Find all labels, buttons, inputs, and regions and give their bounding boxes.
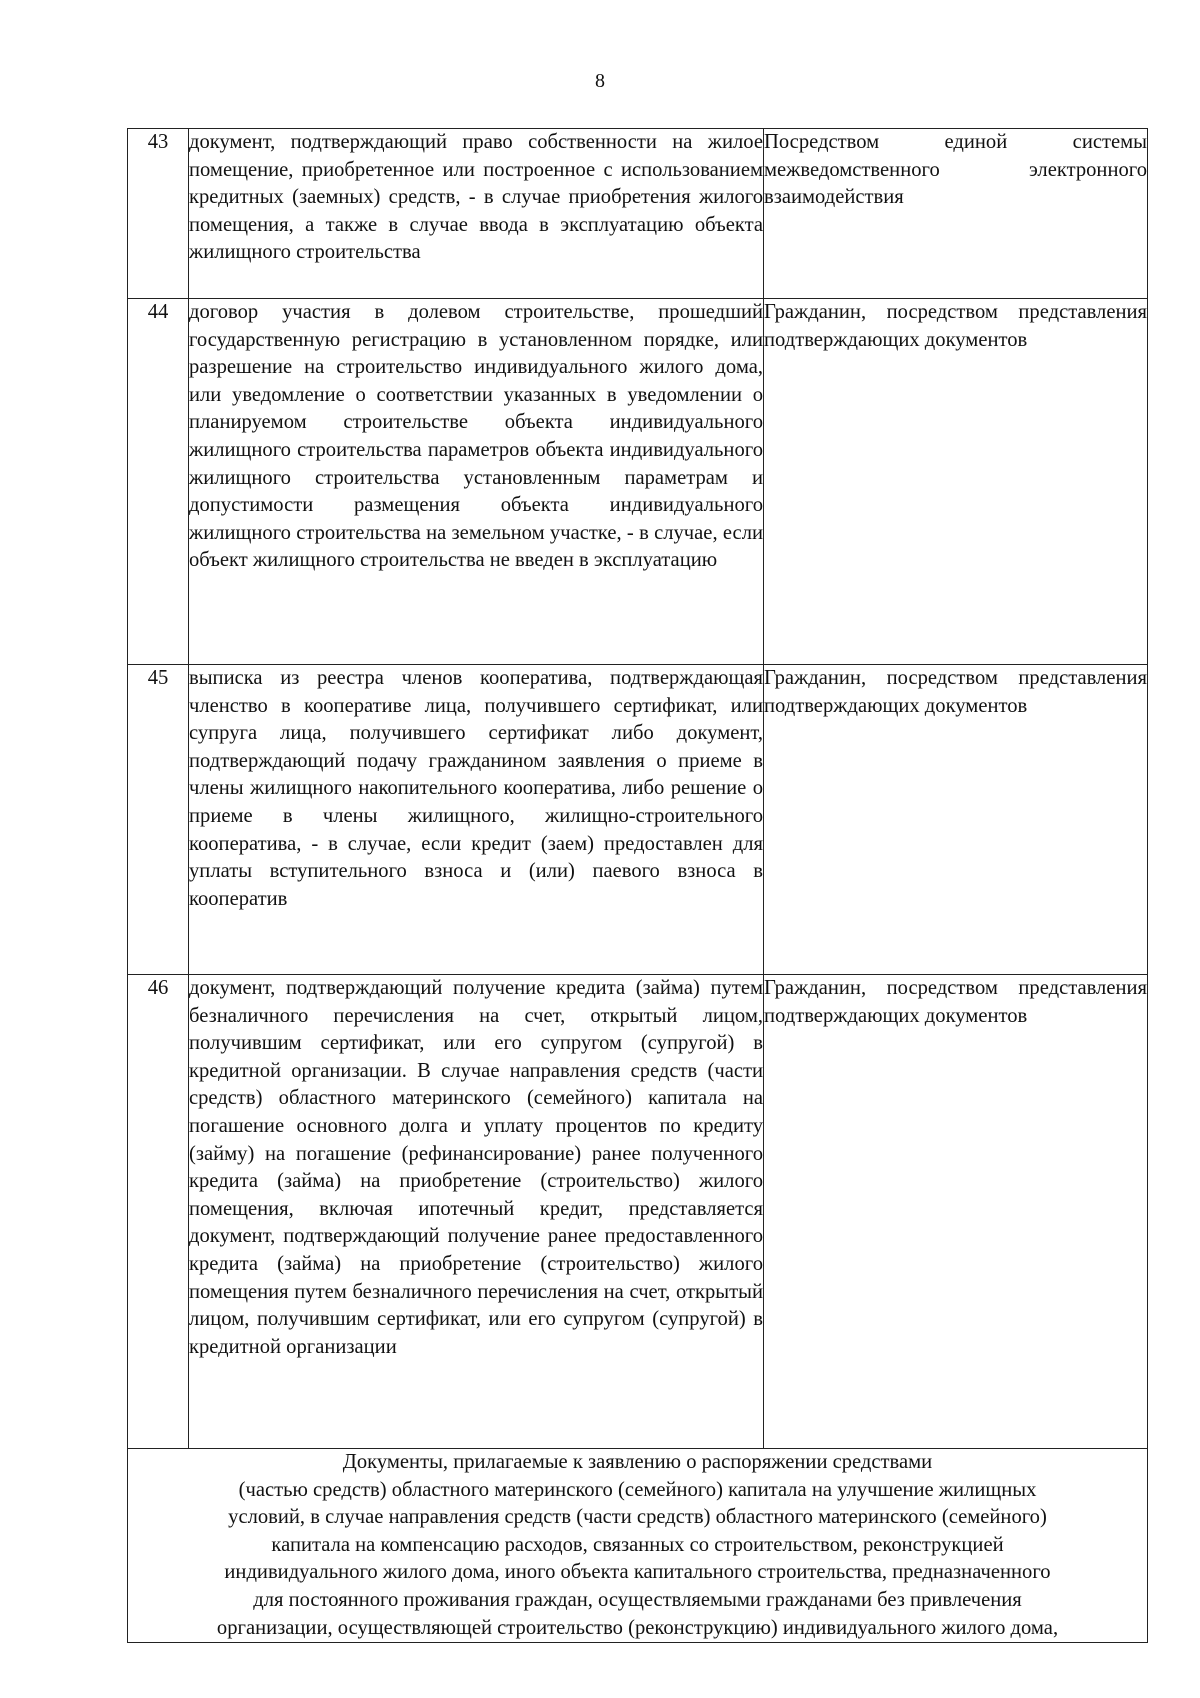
- table-row: [128, 975, 1148, 1449]
- row-number: 46: [128, 975, 189, 1449]
- section-heading-line: условий, в случае направления средств (части средств) областного материнского (семейного): [228, 1506, 1047, 1529]
- submission-method: Гражданин, посредством представления подтверждающих документов: [764, 975, 1148, 1449]
- document-description: выписка из реестра членов кооператива, подтверждающая членство в кооперативе лица, получившего сертификат, или супруга лица, получившего сертификат либо документ, подтверждающий подачу гражданином заявления о приеме в члены жилищного накопительного кооператива, либо решение о приеме в члены жилищного, жилищно-строительного кооператива, - в случае, если кредит (заем) предоставлен для уплаты вступительного взноса и (или) паевого взноса в кооператив: [189, 665, 764, 975]
- submission-method: Гражданин, посредством представления подтверждающих документов: [764, 299, 1148, 665]
- section-heading-line: Документы, прилагаемые к заявлению о распоряжении средствами: [342, 1451, 933, 1473]
- table-row: [128, 129, 1148, 299]
- section-heading-line: индивидуального жилого дома, иного объекта капитального строительства, предназначенного: [224, 1561, 1051, 1584]
- section-heading-line: для постоянного проживания граждан, осуществляемыми гражданами без привлечения: [253, 1588, 1022, 1611]
- row-number: 44: [128, 299, 189, 665]
- section-heading-line: организации, осуществляющей строительство (реконструкцию) индивидуального жилого дома,: [216, 1616, 1059, 1639]
- page-number: 8: [595, 70, 605, 92]
- section-heading-line: капитала на компенсацию расходов, связанных со строительством, реконструкцией: [271, 1533, 1004, 1556]
- section-heading-line: (частью средств) областного материнского (семейного) капитала на улучшение жилищных: [238, 1478, 1037, 1501]
- section-heading: [128, 1449, 1148, 1643]
- submission-method: Гражданин, посредством представления подтверждающих документов: [764, 665, 1148, 975]
- table-row: [128, 665, 1148, 975]
- row-number: 45: [128, 665, 189, 975]
- documents-table: [127, 128, 1148, 1643]
- row-number: 43: [128, 129, 189, 299]
- table-row: [128, 299, 1148, 665]
- section-heading-row: [128, 1449, 1148, 1643]
- document-description: документ, подтверждающий право собственности на жилое помещение, приобретенное или построенное с использованием кредитных (заемных) средств, - в случае приобретения жилого помещения, а также в случае ввода в эксплуатацию объекта жилищного строительства: [189, 129, 764, 299]
- document-description: документ, подтверждающий получение кредита (займа) путем безналичного перечисления на счет, открытый лицом, получившим сертификат, или его супругом (супругой) в кредитной организации. В случае направления средств (части средств) областного материнского (семейного) капитала на погашение основного долга и уплату процентов по кредиту (займу) на погашение (рефинансирование) ранее полученного кредита (займа) на приобретение (строительство) жилого помещения, включая ипотечный кредит, представляется документ, подтверждающий получение ранее предоставленного кредита (займа) на приобретение (строительство) жилого помещения путем безналичного перечисления на счет, открытый лицом, получившим сертификат, или его супругом (супругой) в кредитной организации: [189, 975, 764, 1449]
- submission-method: Посредством единой системы межведомственного электронного взаимодействия: [764, 129, 1148, 299]
- document-description: договор участия в долевом строительстве, прошедший государственную регистрацию в установленном порядке, или разрешение на строительство индивидуального жилого дома, или уведомление о соответствии указанных в уведомлении о планируемом строительстве объекта индивидуального жилищного строительства параметров объекта индивидуального жилищного строительства установленным параметрам и допустимости размещения объекта индивидуального жилищного строительства на земельном участке, - в случае, если объект жилищного строительства не введен в эксплуатацию: [189, 299, 764, 665]
